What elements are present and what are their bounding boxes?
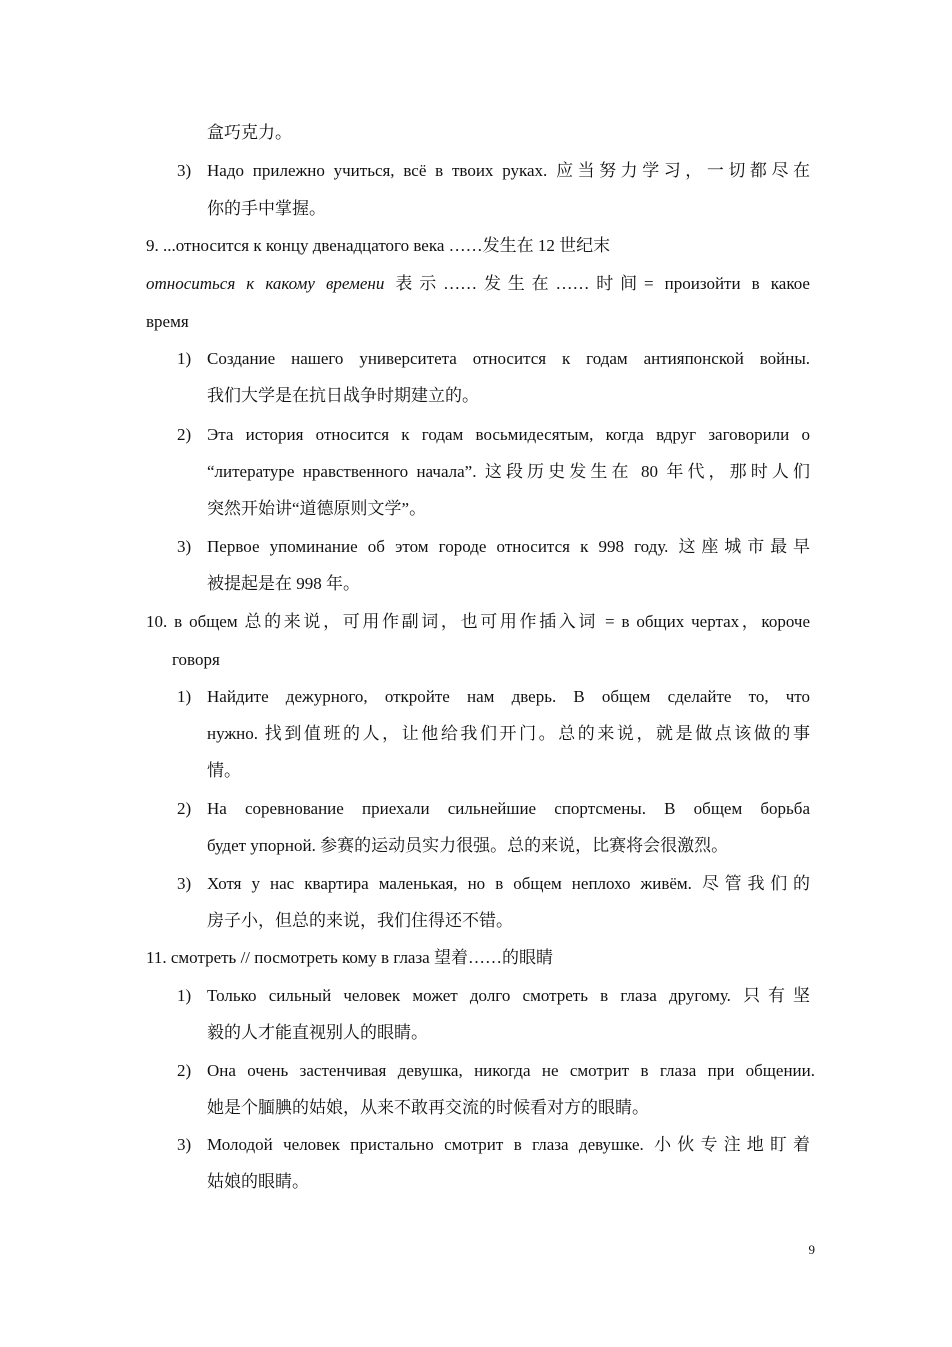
list-item-number: 3) xyxy=(177,874,192,893)
list-item-number: 3) xyxy=(177,161,192,180)
list-item-text: будет упорной. 参赛的运动员实力很强。总的来说，比赛将会很激烈。 xyxy=(207,836,729,855)
list-item-number: 3) xyxy=(177,1135,192,1154)
list-item-text: Надо прилежно учиться, всё в твоих руках. 应当努力学习，一切都尽在 xyxy=(207,161,810,180)
list-item-text: Только сильный человек может долго смотреть в глаза другому. 只有坚 xyxy=(207,986,810,1005)
list-item-text: 她是个腼腆的姑娘，从来不敢再交流的时候看对方的眼睛。 xyxy=(207,1098,649,1117)
list-item-text: 房子小，但总的来说，我们住得还不错。 xyxy=(207,911,513,930)
list-item-text: 毅的人才能直视别人的眼睛。 xyxy=(207,1023,428,1042)
list-item-number: 1) xyxy=(177,687,192,706)
list-item-text: Первое упоминание об этом городе относится к 998 году. 这座城市最早 xyxy=(207,537,810,556)
list-item-text: 我们大学是在抗日战争时期建立的。 xyxy=(207,386,479,405)
list-item-text: “литературе нравственного начала”. 这段历史发生在 80 年代，那时人们 xyxy=(207,462,810,481)
list-item-number: 2) xyxy=(177,799,192,818)
section-heading-9: 9. ...относится к концу двенадцатого века ……发生在 12 世纪末 xyxy=(146,236,611,255)
list-item-text: 情。 xyxy=(207,761,241,780)
page-number: 9 xyxy=(808,1242,815,1257)
definition-line xyxy=(146,272,810,296)
list-item-text: 突然开始讲“道德原则文学”。 xyxy=(207,499,427,518)
list-item-text: На соревнование приехали сильнейшие спортсмены. В общем борьба xyxy=(207,799,810,818)
list-item-number: 2) xyxy=(177,1061,192,1080)
list-item-text: 被提起是在 998 年。 xyxy=(207,574,360,593)
list-item-number: 1) xyxy=(177,349,192,368)
list-item-text: Найдите дежурного, откройте нам дверь. В общем сделайте то, что xyxy=(207,687,810,706)
definition-italic: относиться к какому времени xyxy=(146,274,385,293)
section-heading-11: 11. смотреть // посмотреть кому в глаза 望着……的眼睛 xyxy=(146,948,553,967)
list-item-number: 1) xyxy=(177,986,192,1005)
list-item-text: 姑娘的眼睛。 xyxy=(207,1172,309,1191)
definition-rest: 表示……发生在……时间= произойти в какое xyxy=(384,274,810,293)
section-heading-10-line-2: говоря xyxy=(172,650,220,669)
definition-line-2: время xyxy=(146,312,189,331)
list-item-text: Создание нашего университета относится к годам антияпонской войны. xyxy=(207,349,810,368)
list-item-text: Она очень застенчивая девушка, никогда не смотрит в глаза при общении. xyxy=(207,1061,815,1080)
list-item-number: 2) xyxy=(177,425,192,444)
section-heading-10: 10. в общем 总的来说，可用作副词，也可用作插入词 = в общих чертах，короче xyxy=(146,612,810,631)
list-item-text: 你的手中掌握。 xyxy=(207,199,326,218)
list-item-text: Эта история относится к годам восьмидесятым, когда вдруг заговорили о xyxy=(207,425,810,444)
list-item-text: нужно. 找到值班的人，让他给我们开门。总的来说，就是做点该做的事 xyxy=(207,724,810,743)
list-item-number: 3) xyxy=(177,537,192,556)
list-item-text: Молодой человек пристально смотрит в глаза девушке. 小伙专注地盯着 xyxy=(207,1135,810,1154)
continuation-line: 盒巧克力。 xyxy=(207,123,292,142)
list-item-text: Хотя у нас квартира маленькая, но в общем неплохо живём. 尽管我们的 xyxy=(207,874,810,893)
